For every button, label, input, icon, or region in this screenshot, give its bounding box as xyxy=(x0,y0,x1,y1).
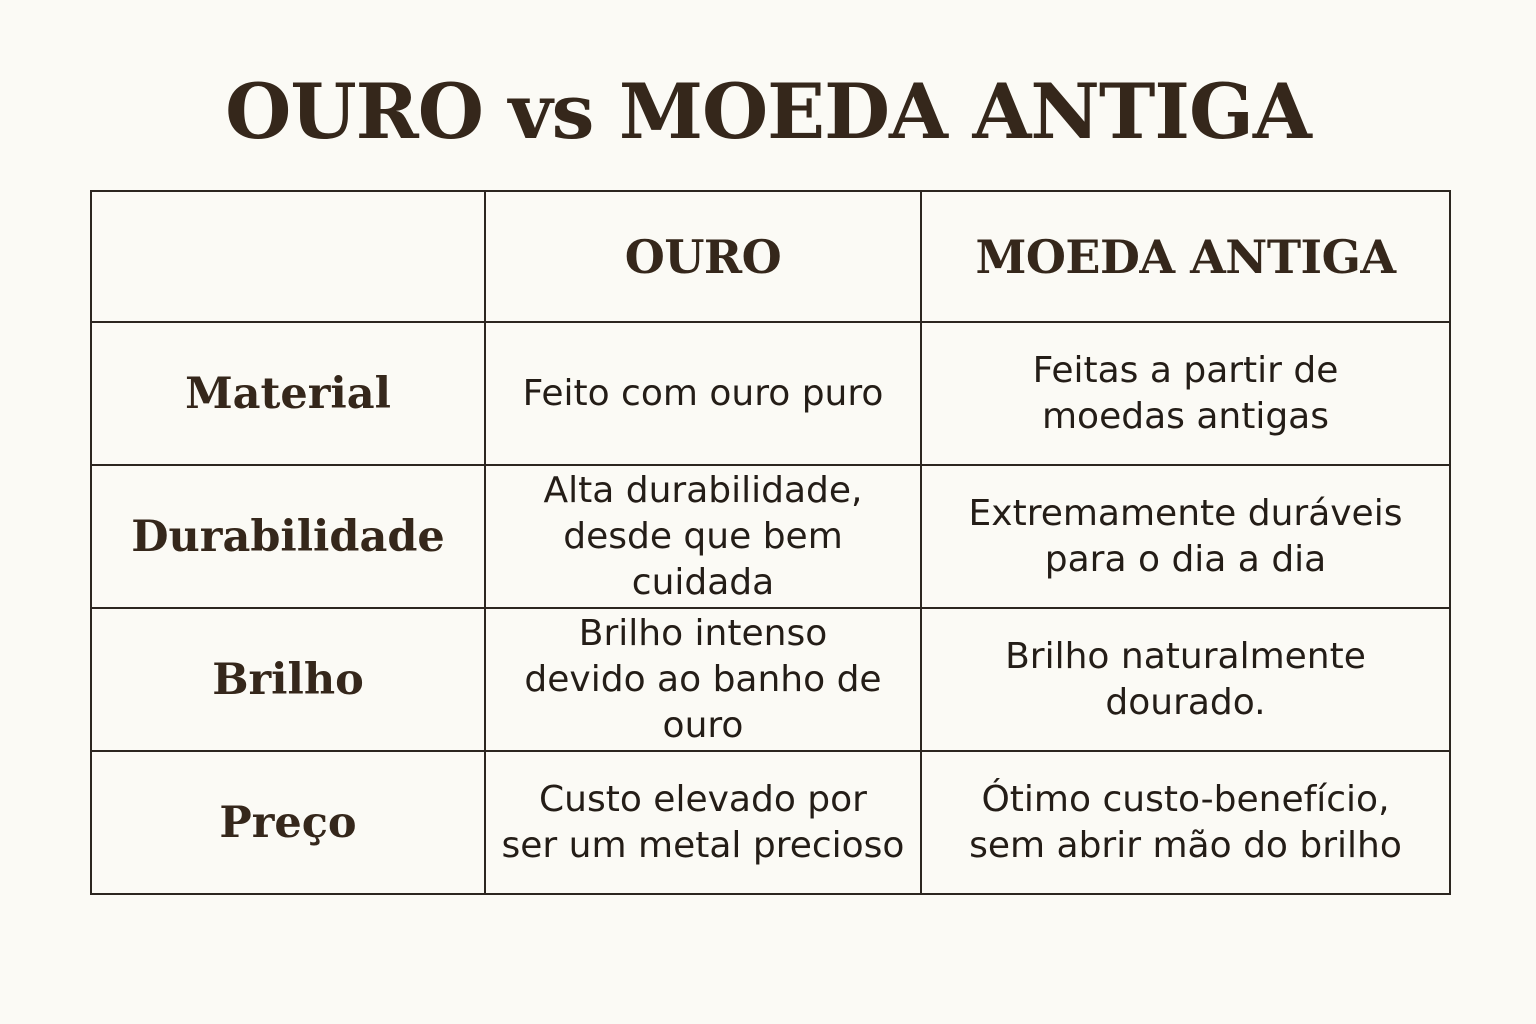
table-row-preco xyxy=(91,751,1450,894)
cell-preco-ouro: Custo elevado por ser um metal precioso xyxy=(485,751,921,894)
comparison-table xyxy=(90,190,1451,895)
column-header-ouro: OURO xyxy=(485,191,921,322)
cell-material-moeda: Feitas a partir de moedas antigas xyxy=(921,322,1450,465)
table-row-durabilidade xyxy=(91,465,1450,608)
cell-material-ouro: Feito com ouro puro xyxy=(485,322,921,465)
table-row-material xyxy=(91,322,1450,465)
cell-durabilidade-moeda: Extremamente duráveis para o dia a dia xyxy=(921,465,1450,608)
cell-durabilidade-ouro: Alta durabilidade, desde que bem cuidada xyxy=(485,465,921,608)
cell-brilho-moeda: Brilho naturalmente dourado. xyxy=(921,608,1450,751)
cell-preco-moeda: Ótimo custo-benefício, sem abrir mão do brilho xyxy=(921,751,1450,894)
header-empty-cell xyxy=(91,191,485,322)
row-label-brilho: Brilho xyxy=(91,608,485,751)
row-label-durabilidade: Durabilidade xyxy=(91,465,485,608)
table-row-brilho xyxy=(91,608,1450,751)
page-title: OURO vs MOEDA ANTIGA xyxy=(225,67,1311,156)
cell-brilho-ouro: Brilho intenso devido ao banho de ouro xyxy=(485,608,921,751)
row-label-material: Material xyxy=(91,322,485,465)
column-header-moeda-antiga: MOEDA ANTIGA xyxy=(921,191,1450,322)
row-label-preco: Preço xyxy=(91,751,485,894)
table-header-row xyxy=(91,191,1450,322)
